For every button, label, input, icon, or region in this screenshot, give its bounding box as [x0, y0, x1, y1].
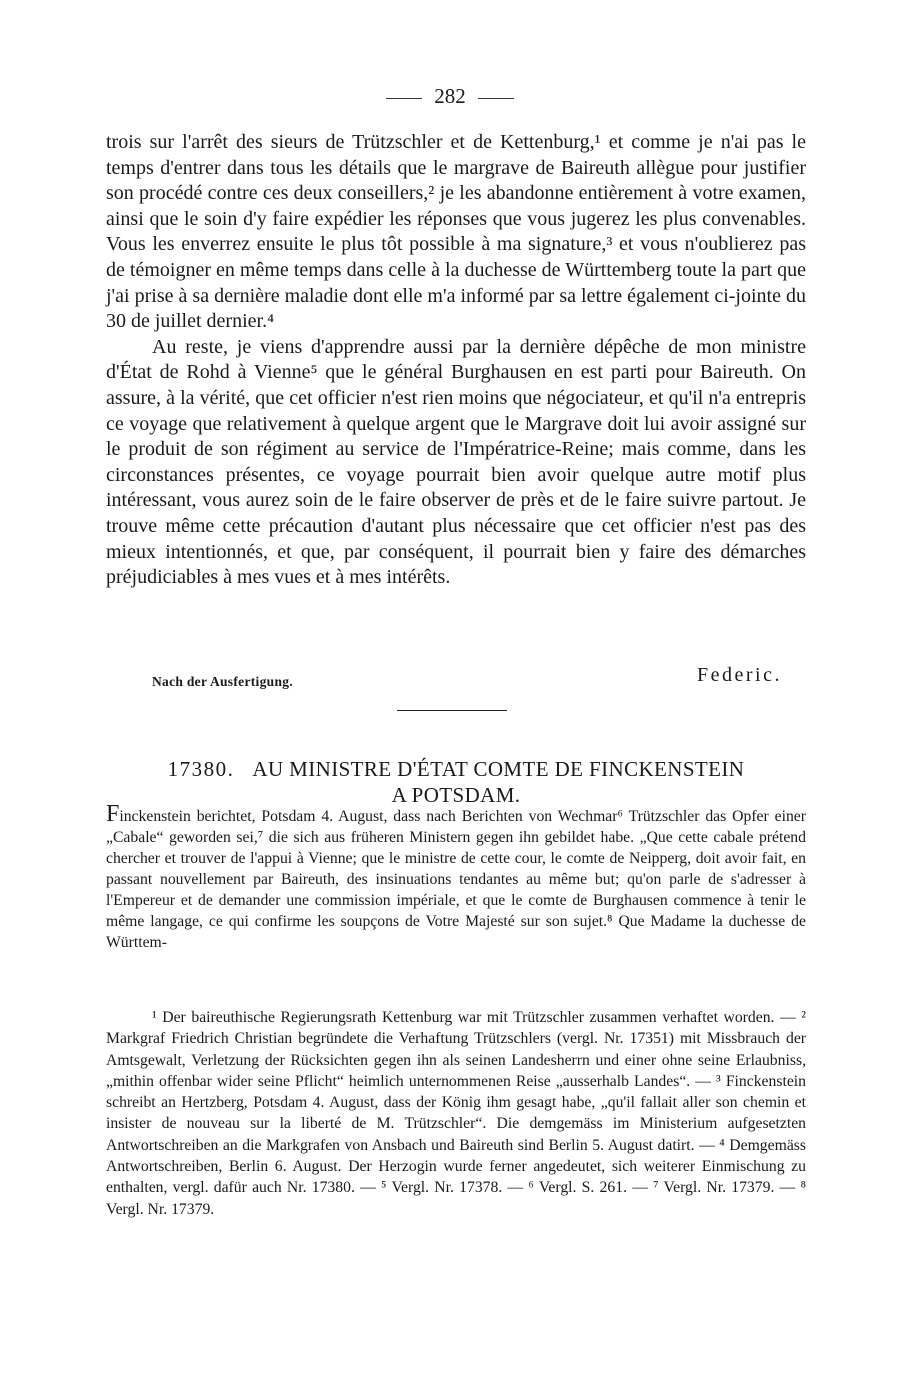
header-dash-right — [478, 98, 514, 99]
letter-number: 17380. — [167, 757, 235, 781]
summary-text: inckenstein berichtet, Potsdam 4. August, dass nach Berichten von Wechmar⁶ Trützschler das Opfer einer „Cabale“ geworden sei,⁷ die sich aus früheren Ministern gegen ihn gebildet habe. „Que cette cabale prétend chercher et trouver de l'appui à Vienne; que le ministre de cette cour, le comte de Neipperg, doit avoir fait, en passant nouvellement par Baireuth, des insinuations tendantes au même but; qu'on parle de s'adresser à l'Empereur et de demander une commission impériale, et que le comte de Burghausen commence à tenir le même langage, ce qui confirme les soupçons de Votre Majesté sur son sujet.⁸ Que Madame la duchesse de Württem- — [106, 808, 806, 951]
section-divider — [397, 710, 507, 711]
header-dash-left — [386, 98, 422, 99]
letter-heading — [106, 756, 806, 808]
footnotes-text: ¹ Der baireuthische Regierungsrath Kettenburg war mit Trützschler zusammen verhaftet worden. — ² Markgraf Friedrich Christian begründete die Verhaftung Trützschlers (vergl. Nr. 17351) mit Missbrauch der Amtsgewalt, Verletzung der Rücksichten gegen ihn als seinen Landesherrn und einer ohne seine Erlaubniss, „mithin offenbar wider seine Pflicht“ heimlich unternommenen Reise „ausserhalb Landes“. — ³ Finckenstein schreibt an Hertzberg, Potsdam 4. August, dass der König ihm gesagt habe, „qu'il fallait aller son chemin et insister de nouveau sur la liberté de M. Trützschler“. Die demgemäss im Ministerium aufgesetzten Antwortschreiben an die Markgrafen von Ansbach und Baireuth sind Berlin 5. August datirt. — ⁴ Demgemäss Antwortschreiben, Berlin 6. August. Der Herzogin wurde ferner angedeutet, sich weiterer Einmischung zu enthalten, vergl. dafür auch Nr. 17380. — ⁵ Vergl. Nr. 17378. — ⁶ Vergl. S. 261. — ⁷ Vergl. Nr. 17379. — ⁸ Vergl. Nr. 17379. — [106, 1009, 806, 1218]
main-text — [106, 130, 806, 591]
signature-row — [106, 664, 782, 690]
letter-heading-line-1 — [106, 756, 806, 782]
summary-initial: F — [106, 801, 120, 827]
footnotes — [106, 1007, 806, 1220]
page-number: 282 — [434, 84, 466, 108]
letter-summary — [106, 801, 806, 953]
letter-title-line-2: A POTSDAM. — [391, 783, 521, 807]
main-paragraph-1: trois sur l'arrêt des sieurs de Trützschler et de Kettenburg,¹ et comme je n'ai pas le temps d'entrer dans tous les détails que le margrave de Baireuth allègue pour justifier son procédé contre ces deux conseillers,² je les abandonne entièrement à votre examen, ainsi que le soin d'y faire expédier les réponses que vous jugerez les plus convenables. Vous les enverrez ensuite le plus tôt possible à ma signature,³ et vous n'oublierez pas de témoigner en même temps dans celle à la duchesse de Württemberg toute la part que j'ai prise à sa dernière maladie dont elle m'a informé par sa lettre également ci-jointe du 30 de juillet dernier.⁴ — [106, 131, 806, 333]
page-header — [0, 84, 900, 109]
letter-title-line-1: AU MINISTRE D'ÉTAT COMTE DE FINCKENSTEIN — [252, 757, 745, 781]
source-note: Nach der Ausfertigung. — [152, 674, 293, 689]
signature: Federic. — [697, 664, 782, 686]
main-paragraph-2: Au reste, je viens d'apprendre aussi par la dernière dépêche de mon ministre d'État de Rohd à Vienne⁵ que le général Burghausen en est parti pour Baireuth. On assure, à la vérité, que cet officier n'est rien moins que négociateur, et qu'il n'a entrepris ce voyage que relativement à quelque argent que le Margrave doit lui avoir assigné sur le produit de son régiment au service de l'Impératrice-Reine; mais comme, dans les circonstances présentes, ce voyage pourrait bien avoir quelque autre motif plus intéressant, vous aurez soin de le faire observer de près et de le faire suivre partout. Je trouve même cette précaution d'autant plus nécessaire que cet officier n'est pas des mieux intentionnés, et que, par conséquent, il pourrait bien y faire des démarches préjudiciables à mes vues et à mes intérêts. — [106, 335, 806, 589]
